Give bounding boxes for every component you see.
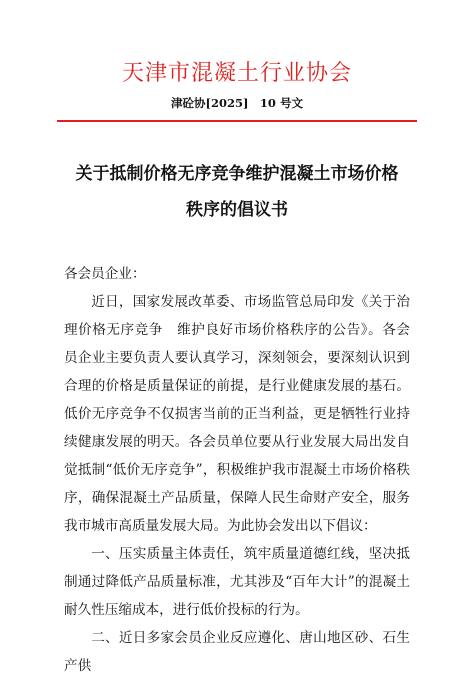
body-paragraph-3: 二、近日多家会员企业反应遵化、唐山地区砂、石生产供	[64, 630, 410, 674]
body-paragraph-2: 一、压实质量主体责任，筑牢质量道德红线，坚决抵制通过降低产品质量标准，尤其涉及“百年大计”的混凝土耐久性压缩成本，进行低价投标的行为。	[64, 546, 410, 618]
document-number: 津砼协[2025] 10 号文	[171, 96, 303, 110]
body-paragraph-1: 近日，国家发展改革委、市场监管总局印发《关于治理价格无序竞争 维护良好市场价格秩序的公告》。各会员企业主要负责人要认真学习，深刻领会，要深刻认识到合理的价格是质量保证的前提，是行业健康发展的基石。低价无序竞争不仅损害当前的正当利益，更是牺牲行业持续健康发展的明天。各会员单位要从行业发展大局出发自觉抵制“低价无序竞争”，积极维护我市混凝土市场价格秩序，确保混凝土产品质量，保障人民生命财产安全，服务我市城市高质量发展大局。为此协会发出以下倡议：	[64, 294, 410, 534]
document-title-line-2: 秩序的倡议书	[186, 200, 288, 220]
salutation: 各会员企业：	[64, 266, 146, 282]
document-title-line-1: 关于抵制价格无序竞争维护混凝土市场价格	[75, 164, 399, 184]
document-body	[64, 260, 410, 680]
document-title	[40, 156, 434, 228]
organization-title: 天津市混凝土行业协会	[121, 61, 352, 86]
header-divider	[57, 120, 417, 122]
